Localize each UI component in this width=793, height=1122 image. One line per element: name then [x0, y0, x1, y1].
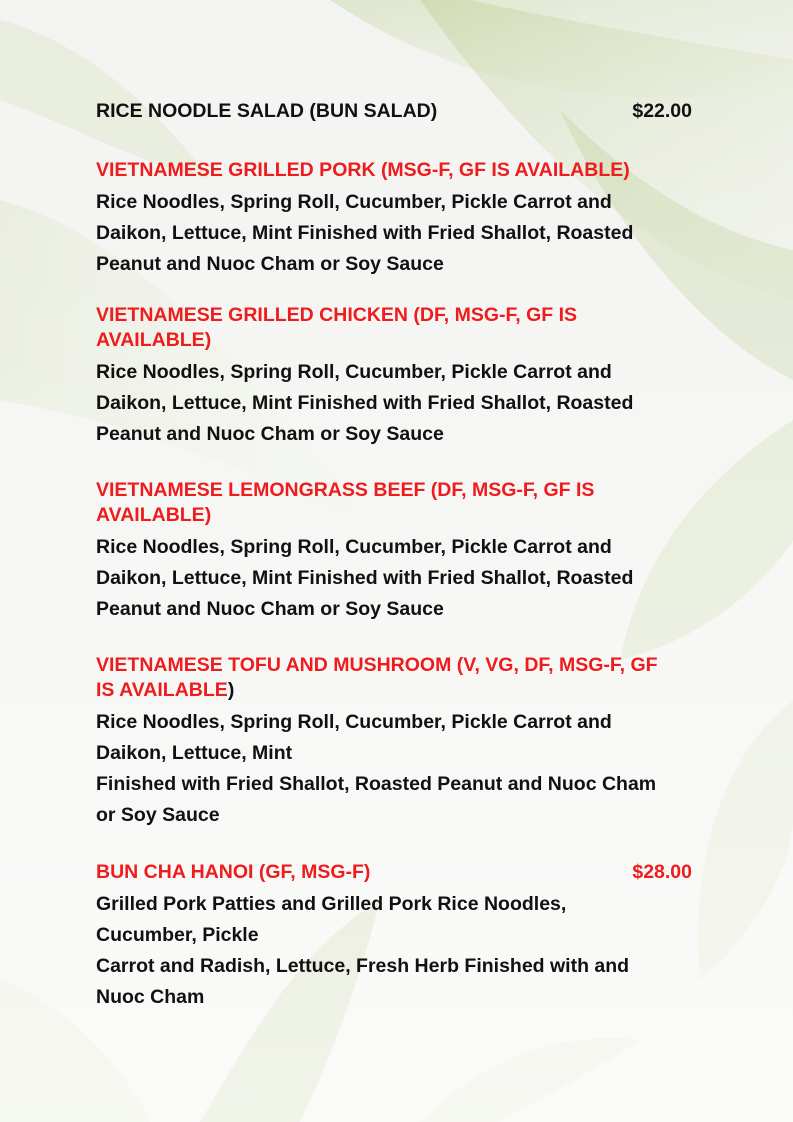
- menu-item-description: Rice Noodles, Spring Roll, Cucumber, Pickle Carrot and Daikon, Lettuce, Mint Finished with Fried Shallot, Roasted Peanut and Nuoc Cham or Soy Sauce: [96, 191, 634, 275]
- menu-item-title: VIETNAMESE GRILLED PORK (MSG-F, GF IS AVAILABLE): [96, 159, 630, 181]
- menu-item-description: Rice Noodles, Spring Roll, Cucumber, Pickle Carrot and Daikon, Lettuce, Mint Finished with Fried Shallot, Roasted Peanut and Nuoc Cham or Soy Sauce: [96, 711, 657, 826]
- menu-item-title: BUN CHA HANOI (GF, MSG-F) $28.00: [96, 861, 692, 883]
- menu-item-grilled-pork: [96, 158, 696, 280]
- menu-item-title: VIETNAMESE LEMONGRASS BEEF (DF, MSG-F, GF IS AVAILABLE): [96, 479, 595, 526]
- menu-item-description: Rice Noodles, Spring Roll, Cucumber, Pickle Carrot and Daikon, Lettuce, Mint Finished with Fried Shallot, Roasted Peanut and Nuoc Cham or Soy Sauce: [96, 536, 634, 620]
- menu-item-tofu-mushroom: [96, 653, 696, 831]
- section-title: RICE NOODLE SALAD (BUN SALAD): [96, 100, 438, 122]
- menu-item-bun-cha-hanoi: [96, 860, 696, 1013]
- menu-item-description: Rice Noodles, Spring Roll, Cucumber, Pickle Carrot and Daikon, Lettuce, Mint Finished with Fried Shallot, Roasted Peanut and Nuoc Cham or Soy Sauce: [96, 361, 634, 445]
- menu-item-price: $28.00: [632, 861, 692, 883]
- menu-item-grilled-chicken: [96, 303, 696, 450]
- menu-item-title: VIETNAMESE GRILLED CHICKEN (DF, MSG-F, GF IS AVAILABLE): [96, 304, 578, 351]
- section-price: $22.00: [632, 100, 692, 122]
- menu-item-lemongrass-beef: [96, 478, 696, 625]
- section-header: [96, 98, 692, 124]
- menu-item-description: Grilled Pork Patties and Grilled Pork Rice Noodles, Cucumber, Pickle Carrot and Radish, Lettuce, Fresh Herb Finished with and Nuoc Cham: [96, 893, 630, 1008]
- menu-item-title: VIETNAMESE TOFU AND MUSHROOM (V, VG, DF, MSG-F, GF IS AVAILABLE): [96, 654, 658, 701]
